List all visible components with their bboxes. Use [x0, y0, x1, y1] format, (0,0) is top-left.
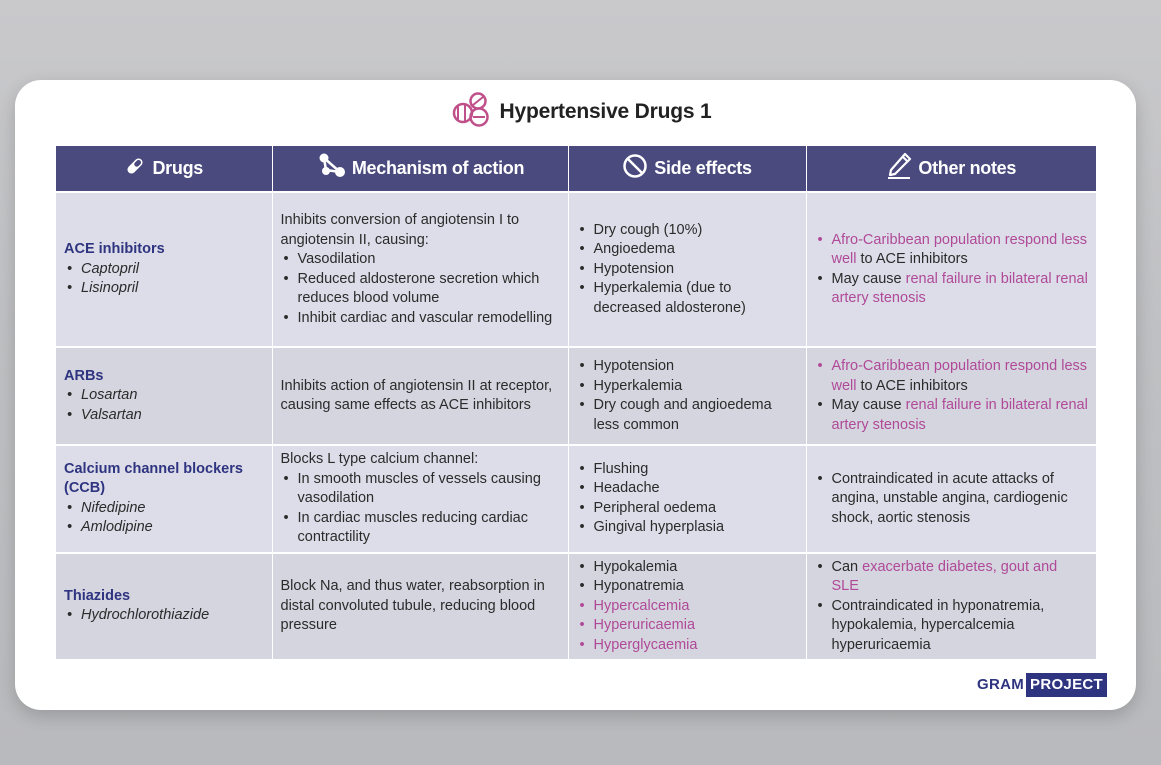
side-effect-item: • Flushing	[577, 460, 798, 480]
side-effects-cell	[568, 445, 806, 553]
side-effect-item: • Dry cough and angioedema less common	[577, 396, 798, 435]
drug-example: • Valsartan	[64, 406, 264, 426]
side-effects-cell	[568, 553, 806, 660]
note-item	[815, 357, 1089, 396]
note-item	[815, 231, 1089, 270]
note-item	[815, 396, 1089, 435]
notes-cell	[806, 553, 1096, 660]
mechanism-item: • Vasodilation	[281, 250, 560, 270]
side-effects-cell	[568, 192, 806, 347]
notes-cell	[806, 347, 1096, 445]
side-effect-item: • Peripheral oedema	[577, 499, 798, 519]
note-text: May cause	[831, 397, 906, 413]
mechanism-text: Inhibits action of angiotensin II at receptor, causing same effects as ACE inhibitors	[280, 377, 553, 413]
note-text: to ACE inhibitors	[856, 377, 968, 394]
drug-example: • Amlodipine	[64, 518, 264, 538]
note-highlight: renal failure in bilateral renal artery stenosis	[831, 270, 1088, 306]
side-effect-item: • Angioedema	[577, 240, 798, 260]
logo-part-2: PROJECT	[1026, 673, 1107, 697]
note-highlight: Afro-Caribbean population respond less well	[831, 358, 1088, 394]
mechanism-item: • In cardiac muscles reducing cardiac contractility	[281, 509, 560, 548]
header-side-effects	[568, 146, 806, 192]
note-item: • Contraindicated in hyponatremia, hypokalemia, hypercalcemia hyperuricaemia	[815, 597, 1089, 656]
header-other-notes	[806, 146, 1096, 192]
drug-examples	[64, 260, 264, 299]
pen-icon	[886, 152, 912, 185]
mechanism-text: Blocks L type calcium channel:	[280, 451, 479, 467]
mechanism-item: • In smooth muscles of vessels causing vasodilation	[281, 470, 560, 509]
note-highlight: renal failure in bilateral renal artery stenosis	[831, 397, 1088, 433]
pill-icon	[124, 155, 146, 182]
mechanism-text: Block Na, and thus water, reabsorption in distal convoluted tubule, reducing blood pressure	[280, 578, 545, 633]
mechanism-cell	[272, 192, 568, 347]
note-highlight: Afro-Caribbean population respond less well	[831, 231, 1088, 267]
header-drugs-label: Drugs	[152, 158, 203, 178]
mechanism-item: • Reduced aldosterone secretion which reduces blood volume	[281, 270, 560, 309]
side-effect-item: • Hyperglycaemia	[577, 636, 798, 656]
side-effect-item: • Hypotension	[577, 260, 798, 280]
mechanism-item: • Inhibit cardiac and vascular remodelling	[281, 309, 560, 329]
molecule-icon	[316, 153, 346, 184]
header-other-notes-label: Other notes	[918, 158, 1017, 178]
side-effect-item: • Hyponatremia	[577, 577, 798, 597]
side-effect-item: • Hypotension	[577, 357, 798, 377]
drug-cell	[56, 445, 272, 553]
prohibited-icon	[622, 153, 648, 184]
mechanism-cell	[272, 347, 568, 445]
header-mechanism	[272, 146, 568, 192]
side-effect-item: • Headache	[577, 479, 798, 499]
drug-example: • Lisinopril	[64, 279, 264, 299]
header-mechanism-label: Mechanism of action	[351, 158, 525, 178]
drug-example: • Losartan	[64, 386, 264, 406]
note-text: May cause	[831, 270, 906, 287]
mechanism-cell	[272, 445, 568, 553]
note-item	[815, 270, 1089, 309]
note-item	[815, 558, 1089, 597]
notes-cell	[806, 445, 1096, 553]
drug-example: • Captopril	[64, 260, 264, 280]
table-row-thiazides	[56, 553, 1096, 660]
title-bar	[0, 92, 1161, 132]
note-item: • Contraindicated in acute attacks of angina, unstable angina, cardiogenic shock, aortic stenosis	[815, 470, 1089, 529]
note-highlight: exacerbate diabetes, gout and SLE	[831, 558, 1058, 594]
note-text: Can	[831, 558, 863, 575]
pills-icon	[450, 90, 494, 135]
gram-project-logo	[975, 673, 1107, 697]
page-title: Hypertensive Drugs 1	[499, 100, 712, 123]
drug-cell	[56, 347, 272, 445]
side-effect-item: • Hyperuricaemia	[577, 616, 798, 636]
drug-example: • Hydrochlorothiazide	[64, 606, 264, 626]
side-effect-item: • Hypokalemia	[577, 558, 798, 578]
drug-name: ARBs	[64, 367, 104, 384]
drug-name: Calcium channel blockers (CCB)	[64, 460, 243, 497]
table-row-ace-inhibitors	[56, 192, 1096, 347]
logo-part-1: GRAM	[977, 676, 1025, 693]
side-effect-item: • Hyperkalemia (due to decreased aldosterone)	[577, 279, 798, 318]
table-header-row	[56, 146, 1096, 192]
mechanism-cell	[272, 553, 568, 660]
drug-name: ACE inhibitors	[64, 241, 165, 258]
header-drugs	[56, 146, 272, 192]
drugs-table	[56, 146, 1096, 659]
table-row-ccb	[56, 445, 1096, 553]
mechanism-text: Inhibits conversion of angiotensin I to angiotensin II, causing:	[280, 212, 520, 248]
header-side-effects-label: Side effects	[654, 158, 752, 178]
notes-cell	[806, 192, 1096, 347]
drug-name: Thiazides	[64, 587, 131, 604]
side-effect-item: • Hypercalcemia	[577, 597, 798, 617]
drug-cell	[56, 192, 272, 347]
table-row-arbs	[56, 347, 1096, 445]
drug-cell	[56, 553, 272, 660]
side-effect-item: • Hyperkalemia	[577, 377, 798, 397]
drug-example: • Nifedipine	[64, 499, 264, 519]
side-effects-cell	[568, 347, 806, 445]
note-text: to ACE inhibitors	[856, 251, 968, 267]
side-effect-item: • Dry cough (10%)	[577, 221, 798, 241]
side-effect-item: • Gingival hyperplasia	[577, 518, 798, 538]
